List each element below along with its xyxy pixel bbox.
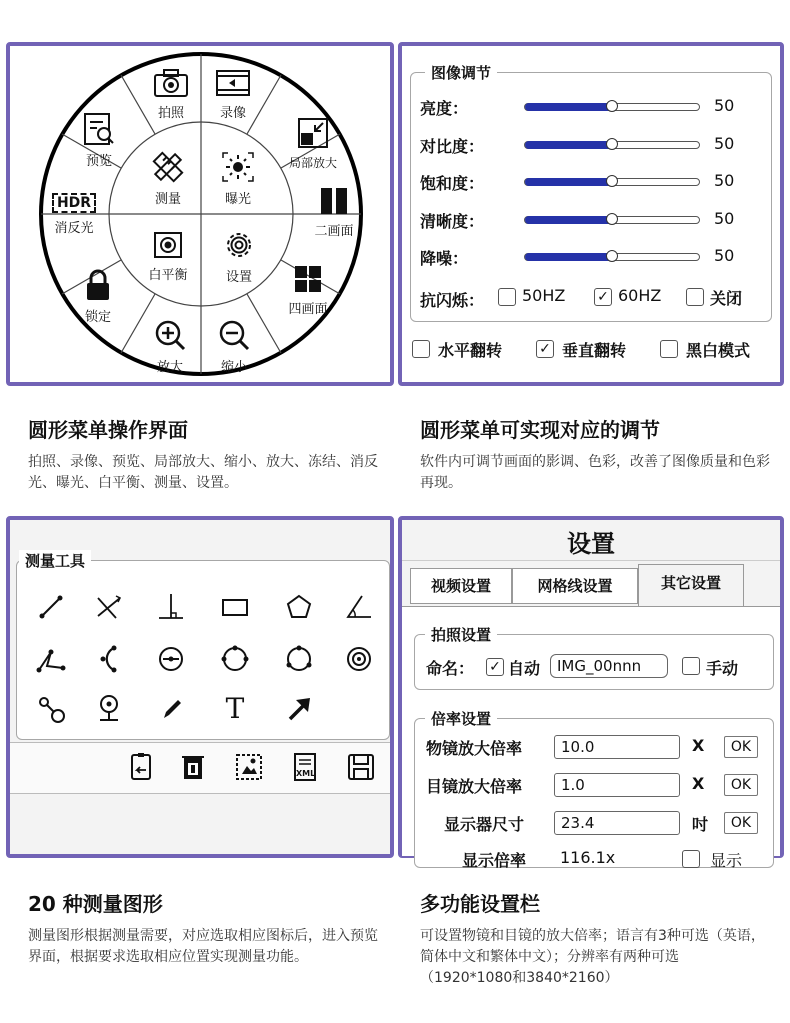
lock-label: 锁定	[84, 310, 111, 325]
file-name-input[interactable]: IMG_00nnn	[550, 654, 668, 678]
slider-thumb[interactable]	[606, 213, 618, 225]
tab-grid-settings[interactable]: 网格线设置	[512, 568, 638, 604]
circle-center-icon[interactable]	[154, 642, 188, 676]
magnification-row-ok-button[interactable]: OK	[724, 812, 758, 834]
white-balance-label: 白平衡	[148, 268, 188, 283]
magnification-row-ok-button[interactable]: OK	[724, 774, 758, 796]
magnification-row-label: 显示器尺寸	[444, 815, 525, 834]
camera-icon	[153, 68, 189, 98]
slider-track[interactable]	[524, 178, 700, 186]
anti-glare-button[interactable]	[46, 192, 102, 236]
slider-value: 50	[714, 208, 735, 228]
magnification-row-label: 目镜放大倍率	[426, 777, 523, 796]
caption-body-1: 拍照、录像、预览、局部放大、缩小、放大、冻结、消反光、曝光、白平衡、测量、设置。	[28, 454, 378, 491]
flicker-50hz-label: 50HZ	[522, 286, 566, 305]
caption-title-3: 20 种测量图形	[28, 892, 163, 916]
undo-icon[interactable]	[124, 750, 158, 784]
video-record-icon	[215, 68, 251, 98]
flicker-60hz-label: 60HZ	[618, 286, 662, 305]
image-adjust-panel	[398, 42, 784, 386]
hdr-icon: HDR	[52, 193, 96, 213]
display-checkbox[interactable]	[682, 850, 700, 868]
dual-view-icon	[318, 186, 350, 216]
caption-title-1: 圆形菜单操作界面	[28, 418, 188, 442]
measure-tools-legend: 测量工具	[19, 550, 91, 571]
zoom-in-button[interactable]	[150, 318, 190, 375]
dual-view-button[interactable]	[308, 186, 360, 239]
pin-point-icon[interactable]	[92, 692, 126, 726]
caption-title-4: 多功能设置栏	[420, 892, 540, 916]
local-zoom-button[interactable]	[280, 116, 346, 171]
concentric-circle-icon[interactable]	[342, 642, 376, 676]
measure-tools-group	[16, 552, 390, 740]
settings-label: 设置	[225, 270, 252, 285]
settings-panel	[398, 516, 784, 870]
slider-fill	[525, 141, 612, 149]
record-label: 录像	[219, 106, 246, 121]
arc-icon[interactable]	[92, 642, 126, 676]
flicker-60hz-box[interactable]: ✓	[594, 288, 612, 306]
magnification-row-input[interactable]: 1.0	[554, 773, 680, 797]
zoom-out-icon	[217, 318, 251, 352]
lock-icon	[84, 268, 112, 302]
two-circle-distance-icon[interactable]	[34, 692, 68, 726]
preview-button[interactable]	[74, 112, 124, 169]
text-icon[interactable]	[218, 692, 252, 726]
tab-video-settings[interactable]: 视频设置	[410, 568, 512, 604]
zoom-in-label: 放大	[156, 360, 183, 375]
text-tool-glyph: T	[225, 692, 245, 725]
quad-view-icon	[292, 264, 324, 294]
photo-label: 拍照	[157, 106, 184, 121]
record-button[interactable]	[210, 68, 256, 121]
settings-title: 设置	[567, 530, 615, 558]
flip-vertical-label: 垂直翻转	[562, 341, 627, 360]
angle-line-icon[interactable]	[92, 590, 126, 624]
perpendicular-icon[interactable]	[154, 590, 188, 624]
auto-name-checkbox[interactable]: ✓	[486, 658, 504, 676]
auto-name-label: 自动	[508, 659, 541, 678]
flicker-off-label: 关闭	[710, 289, 743, 308]
line-icon[interactable]	[34, 590, 68, 624]
exposure-label: 曝光	[224, 192, 251, 207]
measure-button[interactable]	[144, 150, 192, 207]
settings-button[interactable]	[216, 228, 262, 285]
circle-three-point-icon[interactable]	[218, 642, 252, 676]
magnification-row-unit: X	[692, 736, 705, 755]
slider-value: 50	[714, 96, 735, 115]
slider-label: 降噪：	[420, 249, 469, 268]
gear-icon	[222, 228, 256, 262]
naming-label: 命名：	[426, 659, 475, 678]
magnification-row-ok-button[interactable]: OK	[724, 736, 758, 758]
magnification-legend: 倍率设置	[425, 708, 497, 729]
zoom-in-icon	[153, 318, 187, 352]
magnification-row-unit: 吋	[692, 815, 709, 834]
slider-fill	[525, 178, 612, 186]
slider-thumb[interactable]	[606, 138, 618, 150]
slider-thumb[interactable]	[606, 250, 618, 262]
monochrome-box[interactable]	[660, 340, 678, 358]
screenshot-icon[interactable]	[232, 750, 266, 784]
exposure-button[interactable]	[214, 150, 262, 207]
slider-label: 饱和度：	[420, 174, 485, 193]
slider-track[interactable]	[524, 253, 700, 261]
slider-fill	[525, 253, 612, 261]
caption-body-4: 可设置物镜和目镜的放大倍率；语言有3种可选（英语，简体中文和繁体中文）；分辨率有两种可选（1920*1080和3840*2160）	[420, 928, 765, 986]
preview-label: 预览	[85, 154, 112, 169]
flicker-off-box[interactable]	[686, 288, 704, 306]
display-magnification-label: 显示倍率	[462, 851, 527, 870]
slider-label: 亮度：	[420, 99, 469, 118]
manual-name-label: 手动	[706, 659, 739, 678]
slider-track[interactable]	[524, 103, 700, 111]
exposure-icon	[220, 150, 256, 184]
monochrome-label: 黑白模式	[686, 341, 751, 360]
slider-track[interactable]	[524, 141, 700, 149]
measure-tools-panel	[6, 516, 394, 858]
measure-label: 测量	[154, 192, 181, 207]
dual-view-label: 二画面	[314, 224, 354, 239]
magnification-row-unit: X	[692, 774, 705, 793]
anti-glare-label: 消反光	[54, 221, 94, 236]
caption-title-2: 圆形菜单可实现对应的调节	[420, 418, 660, 442]
magnification-row-input[interactable]: 23.4	[554, 811, 680, 835]
tab-other-settings[interactable]: 其它设置	[638, 564, 744, 606]
flip-horizontal-box[interactable]	[412, 340, 430, 358]
angle-icon[interactable]	[342, 590, 376, 624]
flicker-label: 抗闪烁：	[420, 291, 485, 310]
export-xml-icon[interactable]	[288, 750, 322, 784]
measure-icon	[150, 150, 186, 184]
slider-label: 对比度：	[420, 136, 485, 156]
magnification-row-label: 物镜放大倍率	[426, 739, 523, 758]
rectangle-icon[interactable]	[218, 590, 252, 624]
pentagon-icon[interactable]	[282, 590, 316, 624]
flicker-50hz-box[interactable]	[498, 288, 516, 306]
preview-icon	[81, 112, 117, 146]
slider-fill	[525, 103, 612, 111]
circle-multi-point-icon[interactable]	[282, 642, 316, 676]
zoom-out-label: 缩小	[220, 360, 247, 375]
slider-thumb[interactable]	[606, 100, 618, 112]
lock-button[interactable]	[76, 268, 120, 325]
slider-track[interactable]	[524, 216, 700, 224]
caption-body-2: 软件内可调节画面的影调、色彩，改善了图像质量和色彩再现。	[420, 454, 770, 491]
manual-name-checkbox[interactable]	[682, 657, 700, 675]
display-magnification-value: 116.1x	[560, 848, 616, 867]
local-zoom-icon	[295, 116, 331, 150]
flip-horizontal-label: 水平翻转	[438, 341, 503, 360]
white-balance-icon	[152, 230, 184, 260]
slider-value: 50	[714, 246, 735, 265]
slider-value: 50	[714, 171, 735, 190]
photo-settings-legend: 拍照设置	[425, 624, 497, 645]
xml-label: XML	[296, 769, 316, 778]
pencil-icon[interactable]	[154, 692, 188, 726]
caption-body-3: 测量图形根据测量需要，对应选取相应图标后，进入预览界面，根据要求选取相应位置实现测量功能。	[28, 928, 378, 965]
white-balance-button[interactable]	[140, 230, 196, 283]
zoom-out-button[interactable]	[214, 318, 254, 375]
quad-view-button[interactable]	[280, 264, 336, 317]
slider-thumb[interactable]	[606, 175, 618, 187]
local-zoom-label: 局部放大	[288, 156, 337, 170]
photo-button[interactable]	[148, 68, 194, 121]
quad-view-label: 四画面	[288, 302, 328, 317]
circle-menu-panel	[6, 42, 394, 386]
display-checkbox-label: 显示	[710, 851, 743, 870]
save-icon[interactable]	[344, 750, 378, 784]
flip-vertical-box[interactable]: ✓	[536, 340, 554, 358]
arrow-icon[interactable]	[282, 692, 316, 726]
slider-label: 清晰度：	[420, 211, 485, 231]
magnification-row-input[interactable]: 10.0	[554, 735, 680, 759]
slider-fill	[525, 216, 612, 224]
polyline-icon[interactable]	[34, 642, 68, 676]
image-adjust-legend: 图像调节	[425, 62, 497, 83]
delete-icon[interactable]	[176, 750, 210, 784]
slider-value: 50	[714, 133, 735, 153]
